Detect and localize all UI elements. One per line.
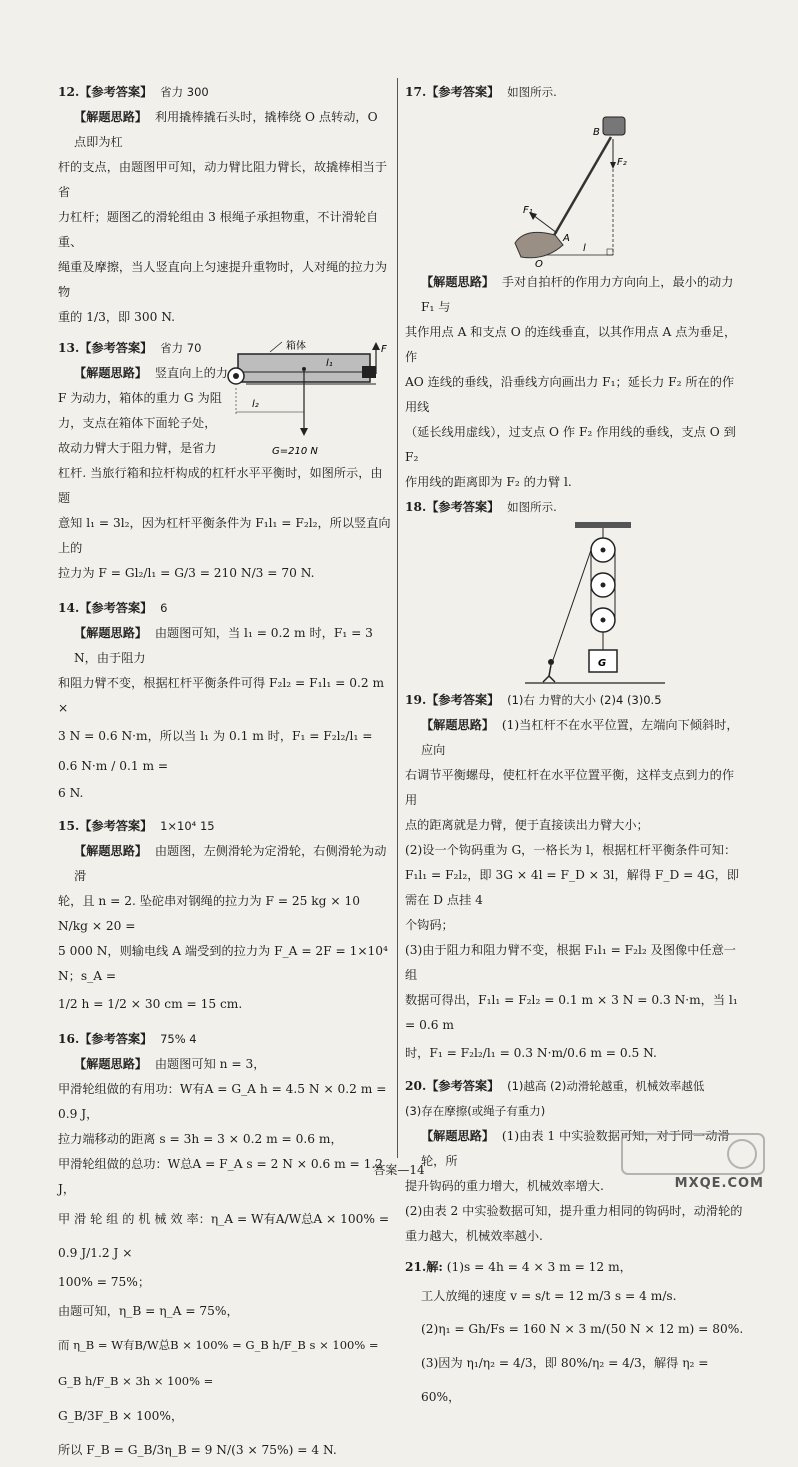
q15-line: 1/2 h = 1/2 × 30 cm = 15 cm. <box>58 997 243 1011</box>
q13-answer-tag: 【参考答案】 <box>79 341 153 355</box>
q19-line: (1)当杠杆不在水平位置，左端向下倾斜时，应向 <box>421 718 739 757</box>
q19-answer-tag: 【参考答案】 <box>426 693 500 707</box>
worker-head <box>548 659 554 665</box>
q19-line: F₁l₁ = F₂l₂，即 3G × 4l = F_D × 3l，解得 F_D = 4G，即需在 D 点挂 4 <box>405 868 740 907</box>
q21-solution-tag: 解: <box>426 1260 443 1274</box>
F2-head <box>610 162 616 169</box>
q12-number: 12. <box>58 85 80 99</box>
q12-line: 杆的支点，由题图甲可知，动力臂比阻力臂长，故撬棒相当于省 <box>58 160 388 199</box>
point-B-label: B <box>593 127 600 138</box>
selfie-stick-figure <box>405 105 745 270</box>
q16-line: G_B/3F_B × 100%， <box>58 1409 184 1423</box>
q18-answer-tag: 【参考答案】 <box>426 500 500 514</box>
q12-line: 重的 1/3，即 300 N. <box>58 310 176 324</box>
q20-line: (1)由表 1 中实验数据可知，对于同一动滑轮，所 <box>421 1129 730 1168</box>
q12-answer-line <box>58 80 392 105</box>
q13-line: 力，支点在箱体下面轮子处， <box>58 416 217 430</box>
q20-line: 重力越大，机械效率越小. <box>405 1229 543 1243</box>
q19-line: 个钩码； <box>405 918 454 932</box>
q15-answer-line <box>58 814 392 839</box>
q12-answer-tag: 【参考答案】 <box>79 85 153 99</box>
q12-line: 力杠杆；题图乙的滑轮组由 3 根绳子承担物重，不计滑轮自重、 <box>58 210 379 249</box>
q13-solution-tag: 【解题思路】 <box>74 366 148 380</box>
q17-solution <box>405 270 745 320</box>
q17-line: 作用线的距离即为 F₂ 的力臂 l. <box>405 475 572 489</box>
q20-line: 提升钩码的重力增大，机械效率增大. <box>405 1179 604 1193</box>
q12-line: 利用撬棒撬石头时，撬棒绕 O 点转动，O 点即为杠 <box>74 110 378 149</box>
q13-answer: 省力 70 <box>160 341 202 355</box>
q16-number: 16. <box>58 1032 80 1046</box>
q19-line: (3)由于阻力和阻力臂不变，根据 F₁l₁ = F₂l₂ 及图像中任意一组 <box>405 943 736 982</box>
q17-answer-line <box>405 80 745 105</box>
gravity-head <box>300 428 308 436</box>
q14-line: 3 N = 0.6 N·m，所以当 l₁ 为 0.1 m 时，F₁ = F₂l₂/l₁ = 0.6 N·m / 0.1 m = <box>58 729 373 773</box>
q13-line: F 为动力，箱体的重力 G 为阻 <box>58 391 222 405</box>
q17-line: AO 连线的垂线，沿垂线方向画出力 F₁；延长力 F₂ 所在的作用线 <box>405 375 735 414</box>
q12-solution <box>58 105 392 155</box>
q15-line: 轮，且 n = 2. 坠砣串对钢绳的拉力为 F = 25 kg × 10 N/kg × 20 = <box>58 894 360 933</box>
q17-line: 手对自拍杆的作用力方向向上，最小的动力 F₁ 与 <box>421 275 734 314</box>
suitcase-lever-figure <box>226 332 392 462</box>
q16-solution-tag: 【解题思路】 <box>74 1057 148 1071</box>
box-pointer <box>270 342 282 352</box>
q21-number: 21. <box>405 1260 427 1274</box>
q16-line: 由题图可知 n = 3， <box>154 1057 266 1071</box>
q14-solution <box>58 621 392 671</box>
force-F-head <box>372 342 380 350</box>
q16-line: 100% = 75%； <box>58 1275 151 1289</box>
q13-line: 意知 l₁ = 3l₂，因为杠杆平衡条件为 F₁l₁ = F₂l₂，所以竖直向上的 <box>58 516 391 555</box>
center-of-mass <box>302 367 306 371</box>
q21-line-1 <box>405 1255 745 1280</box>
q14-line: 6 N. <box>58 786 84 800</box>
q14-line: 由题图可知，当 l₁ = 0.2 m 时，F₁ = 3 N，由于阻力 <box>74 626 373 665</box>
q15-solution <box>58 839 392 889</box>
page-footer: 答案—14 <box>373 1163 425 1177</box>
movable-pulley-1-axle <box>601 583 606 588</box>
q19-line: 点的距离就是力臂，便于直接读出力臂大小； <box>405 818 649 832</box>
pivot-dot <box>233 373 239 379</box>
q19-line: 时，F₁ = F₂l₂/l₁ = 0.3 N·m/0.6 m = 0.5 N. <box>405 1046 657 1060</box>
q14-number: 14. <box>58 601 80 615</box>
q16-solution <box>58 1052 392 1077</box>
q15-line: 5 000 N，则输电线 A 端受到的拉力为 F_A = 2F = 1×10⁴ N；s_A = <box>58 944 388 983</box>
l1-label: l₁ <box>326 358 333 369</box>
q13-block <box>58 336 392 461</box>
force-F-label: F <box>381 344 387 355</box>
lever-arm-label: l <box>583 243 586 254</box>
q20-solution-tag: 【解题思路】 <box>421 1129 495 1143</box>
point-O-label: O <box>535 259 543 270</box>
q16-line: 甲滑轮组做的有用功：W有A = G_A h = 4.5 N × 0.2 m = 0.9 J， <box>58 1082 387 1121</box>
q13-number: 13. <box>58 341 80 355</box>
ceiling <box>575 522 631 528</box>
q13-line: 竖直向上的力 <box>154 366 228 380</box>
q16-line: 而 η_B = W有B/W总B × 100% = G_B h/F_B s × 100% = G_B h/F_B × 3h × 100% = <box>58 1338 379 1388</box>
q16-line: 所以 F_B = G_B/3η_B = 9 N/(3 × 75%) = 4 N. <box>58 1443 337 1457</box>
q14-line: 和阻力臂不变，根据杠杆平衡条件可得 F₂l₂ = F₁l₁ = 0.2 m × <box>58 676 385 715</box>
q15-answer: 1×10⁴ 15 <box>160 819 215 833</box>
q21-line: (2)η₁ = Gh/Fs = 160 N × 3 m/(50 N × 12 m) = 80%. <box>421 1322 744 1336</box>
q20-answer-tag: 【参考答案】 <box>426 1079 500 1093</box>
q16-answer-tag: 【参考答案】 <box>79 1032 153 1046</box>
watermark-text: MXQE.COM <box>674 1176 764 1191</box>
q15-answer-tag: 【参考答案】 <box>79 819 153 833</box>
right-angle-mark <box>607 249 613 255</box>
pulley-system-figure <box>405 520 745 688</box>
q20-answer: (1)越高 (2)动滑轮越重，机械效率越低 <box>507 1079 705 1093</box>
selfie-stick <box>545 137 611 251</box>
q17-answer: 如图所示. <box>507 85 557 99</box>
q21-line: (3)因为 η₁/η₂ = 4/3，即 80%/η₂ = 4/3，解得 η₂ = 60%， <box>421 1356 709 1404</box>
q17-answer-tag: 【参考答案】 <box>426 85 500 99</box>
q14-answer-line <box>58 596 392 621</box>
q18-answer-line <box>405 495 745 520</box>
q18-number: 18. <box>405 500 427 514</box>
q14-answer-tag: 【参考答案】 <box>79 601 153 615</box>
point-A-label: A <box>563 233 570 244</box>
q12-answer: 省力 300 <box>160 85 209 99</box>
q20-number: 20. <box>405 1079 427 1093</box>
q17-line: （延长线用虚线），过支点 O 作 F₂ 作用线的垂线，支点 O 到 F₂ <box>405 425 736 464</box>
q14-solution-tag: 【解题思路】 <box>74 626 148 640</box>
right-column <box>405 80 745 1414</box>
q20-line: (2)由表 2 中实验数据可知，提升重力相同的钩码时，动滑轮的 <box>405 1204 743 1218</box>
q13-line: 拉力为 F = Gl₂/l₁ = G/3 = 210 N/3 = 70 N. <box>58 566 315 580</box>
q13-line: 杠杆. 当旅行箱和拉杆构成的杠杆水平平衡时，如图所示，由题 <box>58 466 383 505</box>
q19-solution-tag: 【解题思路】 <box>421 718 495 732</box>
watermark-circle <box>728 1140 756 1168</box>
q14-answer: 6 <box>160 601 168 615</box>
q17-number: 17. <box>405 85 427 99</box>
q21-line: (1)s = 4h = 4 × 3 m = 12 m， <box>446 1260 632 1274</box>
worker-body <box>549 665 551 676</box>
worker-leg-right <box>549 676 555 682</box>
gravity-label: G=210 N <box>272 446 318 457</box>
l2-label: l₂ <box>252 399 259 410</box>
q16-line: 甲滑轮组做的总功：W总A = F_A s = 2 N × 0.6 m = 1.2 J， <box>58 1157 384 1196</box>
q17-line: 其作用点 A 和支点 O 的连线垂直，以其作用点 A 点为垂足，作 <box>405 325 737 364</box>
worker-leg-left <box>543 676 549 682</box>
q17-solution-tag: 【解题思路】 <box>421 275 495 289</box>
phone <box>603 117 625 135</box>
q12-solution-tag: 【解题思路】 <box>74 110 148 124</box>
fixed-pulley-axle <box>601 548 606 553</box>
movable-pulley-2-axle <box>601 618 606 623</box>
q16-line: 甲 滑 轮 组 的 机 械 效 率：η_A = W有A/W总A × 100% = 0.9 J/1.2 J × <box>58 1212 390 1260</box>
q20-answer-line <box>405 1074 745 1099</box>
q16-line: 拉力端移动的距离 s = 3h = 3 × 0.2 m = 0.6 m， <box>58 1132 343 1146</box>
q19-solution <box>405 713 745 763</box>
q12-line: 绳重及摩擦，当人竖直向上匀速提升重物时，人对绳的拉力为物 <box>58 260 388 299</box>
q15-number: 15. <box>58 819 80 833</box>
q19-answer: (1)右 力臂的大小 (2)4 (3)0.5 <box>507 693 662 707</box>
q20-answer-2: (3)存在摩擦(或绳子有重力) <box>405 1104 546 1118</box>
q13-line: 故动力臂大于阻力臂，是省力 <box>58 441 217 455</box>
q19-line: 数据可得出，F₁l₁ = F₂l₂ = 0.1 m × 3 N = 0.3 N·m，当 l₁ = 0.6 m <box>405 993 738 1032</box>
q16-answer: 75% 4 <box>160 1032 197 1046</box>
weight-G-label: G <box>598 658 607 669</box>
q16-answer-line <box>58 1027 392 1052</box>
hand <box>515 232 563 257</box>
q19-answer-line <box>405 688 745 713</box>
F1-arrow <box>533 215 557 233</box>
F2-label: F₂ <box>617 157 627 168</box>
q15-line: 由题图，左侧滑轮为定滑轮，右侧滑轮为动滑 <box>74 844 387 883</box>
column-divider <box>397 78 398 1158</box>
q19-number: 19. <box>405 693 427 707</box>
pull-rope <box>553 550 591 660</box>
q15-solution-tag: 【解题思路】 <box>74 844 148 858</box>
box-label: 箱体 <box>286 341 306 352</box>
q18-answer: 如图所示. <box>507 500 557 514</box>
left-column <box>58 80 392 1467</box>
F1-label: F₁ <box>523 205 533 216</box>
q21-line: 工人放绳的速度 v = s/t = 12 m/3 s = 4 m/s. <box>421 1289 677 1303</box>
handle <box>362 366 376 378</box>
q16-line: 由题可知，η_B = η_A = 75%， <box>58 1304 239 1318</box>
q19-line: 右调节平衡螺母，使杠杆在水平位置平衡，这样支点到力的作用 <box>405 768 735 807</box>
q19-line: (2)设一个钩码重为 G，一格长为 l，根据杠杆平衡条件可知： <box>405 843 737 857</box>
